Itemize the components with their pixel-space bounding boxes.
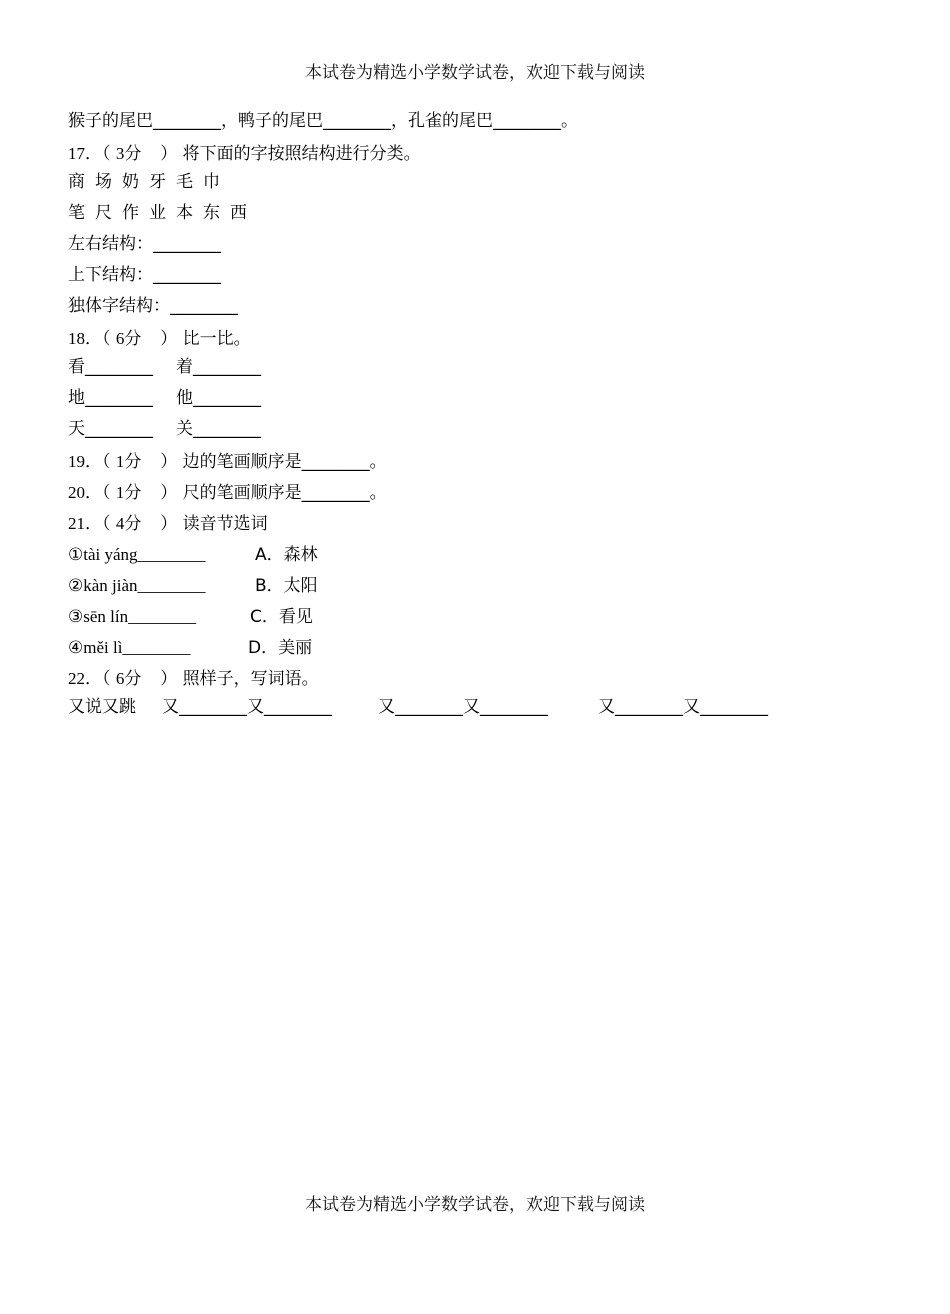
pinyin-item: ①tài yáng________ [68,545,206,564]
answer-left-right: 左右结构：________ [68,234,221,254]
question-prompt: 将下面的字按照结构进行分类。 [182,144,421,164]
question-score: 6分 [115,669,142,688]
compare-item: 地________ [68,388,153,408]
pinyin-item: ③sēn lín________ [68,607,197,626]
option-item: D．美丽 [248,638,313,658]
compare-item: 着________ [176,357,261,377]
page-header: 本试卷为精选小学数学试卷，欢迎下载与阅读 [305,63,645,83]
question-16-tail: 猴子的尾巴________，鸭子的尾巴________，孔雀的尾巴________。 [68,111,578,131]
character: 场 [95,172,112,192]
character: 牙 [149,172,166,192]
question-number: 21．（ [68,514,111,533]
question-17-title [68,143,421,165]
question-prompt: 照样子，写词语。 [182,669,319,689]
question-number: 18．（ [68,329,111,348]
word-example: 又说又跳 [68,697,136,717]
compare-item: 天________ [68,419,153,439]
character-row-1 [68,171,230,193]
word-pattern-row [68,696,768,718]
compare-item: 看________ [68,357,153,377]
compare-row [68,356,261,378]
character: 本 [176,203,193,223]
question-number: 17．（ [68,144,111,163]
question-score: 6分 [115,329,142,348]
option-item: C．看见 [250,607,313,627]
character-row-2 [68,202,257,224]
character: 尺 [95,203,112,223]
character: 东 [203,203,220,223]
question-21-title [68,513,268,535]
question-score: 4分 [115,514,142,533]
word-blank: 又________又________ [378,697,548,717]
pinyin-row [68,575,318,597]
question-prompt: 边的笔画顺序是________。 [182,452,387,472]
page-footer: 本试卷为精选小学数学试卷，欢迎下载与阅读 [305,1195,645,1215]
option-item: A．森林 [255,545,318,565]
question-score: 1分 [115,452,142,471]
option-item: B．太阳 [255,576,318,596]
question-score: 3分 [115,144,142,163]
character: 笔 [68,203,85,223]
character: 作 [122,203,139,223]
pinyin-row [68,544,318,566]
question-prompt: 尺的笔画顺序是________。 [182,483,387,503]
question-close: ） [160,452,178,472]
question-prompt: 读音节选词 [182,514,268,534]
character: 西 [230,203,247,223]
compare-row [68,418,261,440]
question-number: 19．（ [68,452,111,471]
question-22-title [68,668,319,690]
character: 巾 [203,172,220,192]
pinyin-item: ②kàn jiàn________ [68,576,206,595]
question-19 [68,451,387,473]
question-close: ） [160,483,178,503]
question-close: ） [160,514,178,534]
compare-item: 关________ [176,419,261,439]
character: 业 [149,203,166,223]
compare-row [68,387,261,409]
question-close: ） [160,329,178,349]
pinyin-item: ④měi lì________ [68,638,191,657]
character: 毛 [176,172,193,192]
question-prompt: 比一比。 [182,329,251,349]
word-blank: 又________又________ [162,697,332,717]
character: 奶 [122,172,139,192]
question-18-title [68,328,251,350]
question-score: 1分 [115,483,142,502]
character: 商 [68,172,85,192]
question-close: ） [160,669,178,689]
pinyin-row [68,637,312,659]
answer-single: 独体字结构：________ [68,296,238,316]
question-number: 20．（ [68,483,111,502]
question-20 [68,482,387,504]
compare-item: 他________ [176,388,261,408]
pinyin-row [68,606,313,628]
question-close: ） [160,144,178,164]
question-number: 22．（ [68,669,111,688]
word-blank: 又________又________ [598,697,768,717]
answer-top-bottom: 上下结构：________ [68,265,221,285]
